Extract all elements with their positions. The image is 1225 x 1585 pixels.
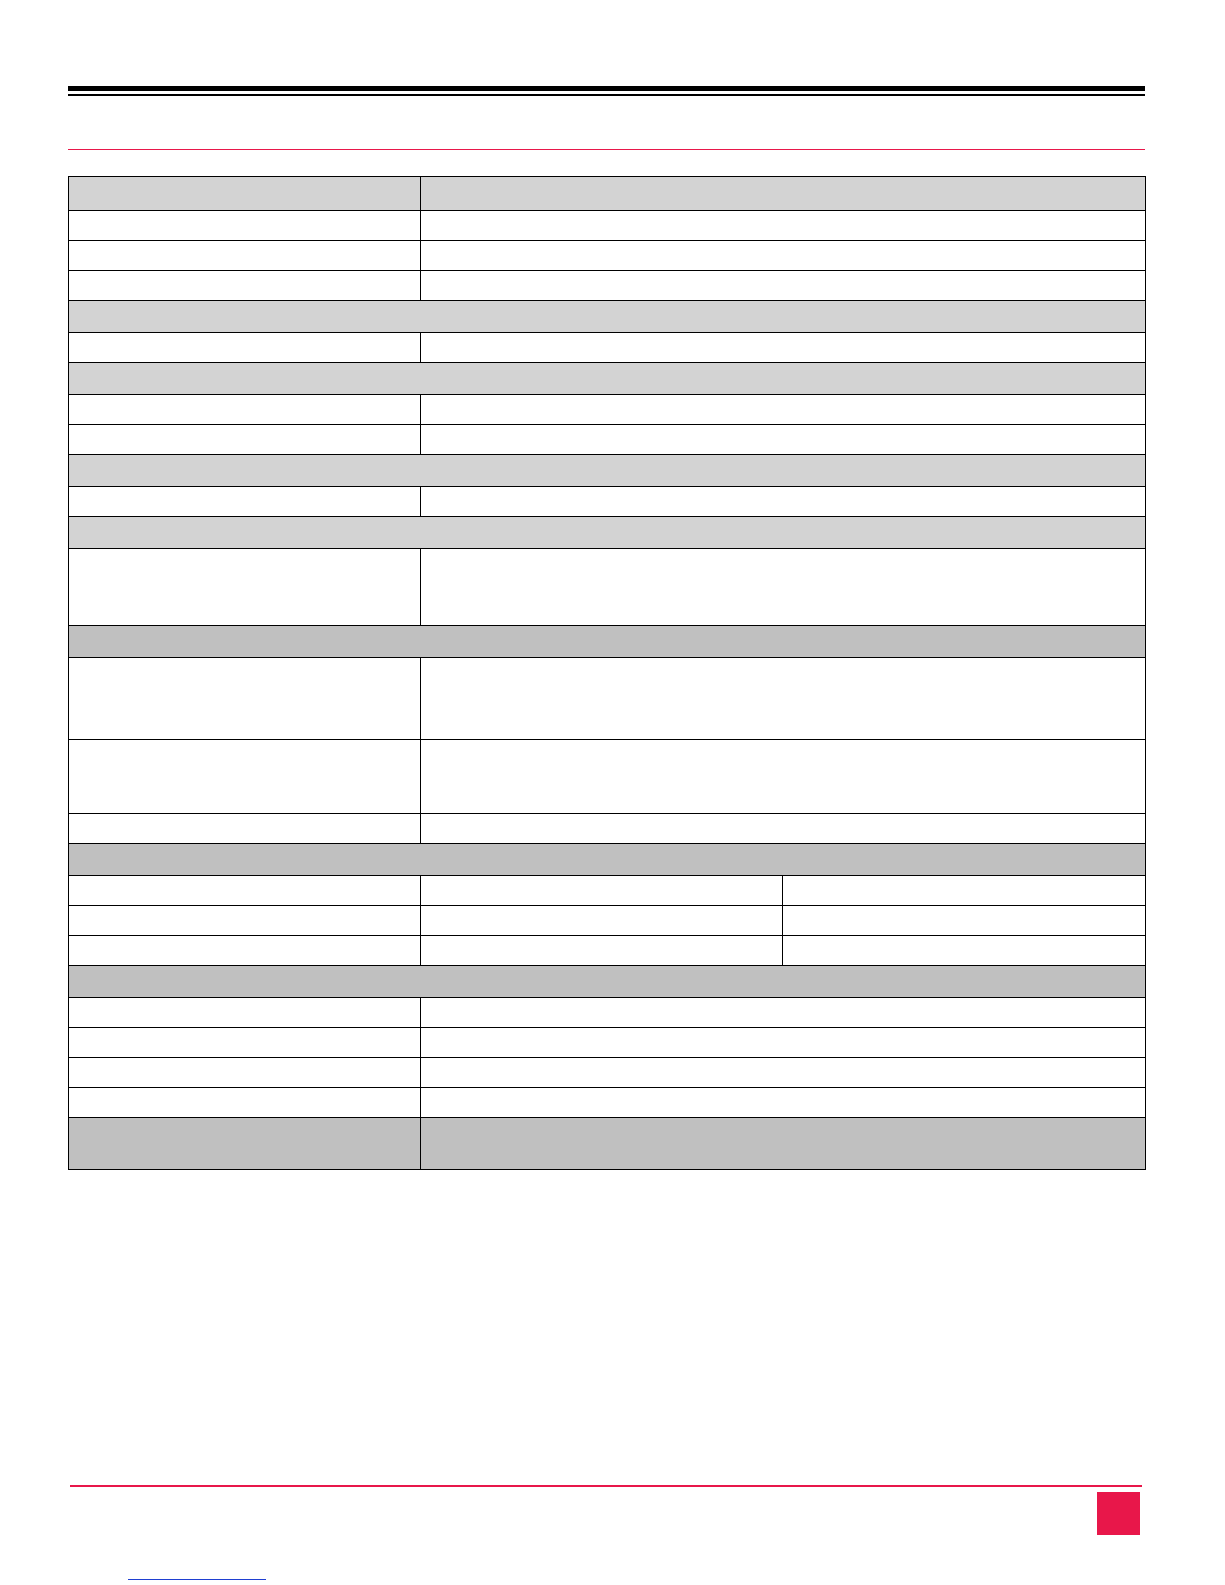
table-row: [69, 658, 1146, 740]
table-section-cell: [69, 301, 1146, 333]
table-cell: [421, 814, 1146, 844]
table-cell: [421, 271, 1146, 301]
table-row: [69, 876, 1146, 906]
table-row: [69, 740, 1146, 814]
table-cell: [421, 1118, 1146, 1170]
table-cell: [69, 271, 421, 301]
header-rule-thin: [68, 94, 1145, 96]
table-row: [69, 487, 1146, 517]
table-cell: [69, 211, 421, 241]
table-cell: [69, 487, 421, 517]
table-cell: [69, 814, 421, 844]
table-cell: [69, 549, 421, 626]
table-section-cell: [69, 455, 1146, 487]
table-row: [69, 1058, 1146, 1088]
table-row: [69, 1088, 1146, 1118]
table-cell: [69, 1028, 421, 1058]
table-cell: [421, 1058, 1146, 1088]
footer-rule: [70, 1485, 1142, 1487]
table-cell: [69, 1088, 421, 1118]
table-cell: [421, 1088, 1146, 1118]
table-cell: [69, 241, 421, 271]
table-cell: [69, 395, 421, 425]
table-cell: [69, 998, 421, 1028]
table-section-row: [69, 966, 1146, 998]
table-cell: [783, 906, 1146, 936]
table-row: [69, 333, 1146, 363]
table-row: [69, 1028, 1146, 1058]
header-rule-thick: [68, 86, 1145, 91]
table-header-cell: [69, 177, 421, 211]
table-cell: [69, 906, 421, 936]
table-cell: [69, 936, 421, 966]
table-row: [69, 998, 1146, 1028]
table-cell: [421, 333, 1146, 363]
table-row: [69, 241, 1146, 271]
table-cell: [421, 906, 783, 936]
table-row: [69, 271, 1146, 301]
section-title-underline: [68, 149, 1145, 150]
table-section-row: [69, 455, 1146, 487]
table-cell: [69, 658, 421, 740]
table-section-row: [69, 363, 1146, 395]
table-row: [69, 906, 1146, 936]
table-cell: [69, 425, 421, 455]
table-cell: [69, 876, 421, 906]
table-cell: [783, 876, 1146, 906]
page-number-badge: [1097, 1492, 1140, 1535]
table-cell: [69, 333, 421, 363]
table-row: [69, 425, 1146, 455]
table-section-cell: [69, 966, 1146, 998]
table-cell: [421, 936, 783, 966]
table-row: [69, 549, 1146, 626]
table-section-cell: [69, 517, 1146, 549]
table-header-row: [69, 177, 1146, 211]
table-row: [69, 211, 1146, 241]
table-section-row: [69, 301, 1146, 333]
table-header-cell: [421, 177, 1146, 211]
table-section-row: [69, 844, 1146, 876]
table-section-row: [69, 626, 1146, 658]
table-cell: [69, 740, 421, 814]
footer-link-underline[interactable]: [128, 1579, 266, 1580]
table-section-cell: [69, 844, 1146, 876]
table-cell: [421, 1028, 1146, 1058]
table-section-cell: [69, 626, 1146, 658]
table-cell: [421, 876, 783, 906]
table-row: [69, 395, 1146, 425]
table-cell: [421, 658, 1146, 740]
table-cell: [783, 936, 1146, 966]
table-cell: [69, 1118, 421, 1170]
table-section-cell: [69, 363, 1146, 395]
table-cell: [421, 740, 1146, 814]
table-footer-row: [69, 1118, 1146, 1170]
table-cell: [421, 549, 1146, 626]
table-cell: [421, 487, 1146, 517]
table-cell: [421, 395, 1146, 425]
table-row: [69, 814, 1146, 844]
table-cell: [421, 425, 1146, 455]
table-row: [69, 936, 1146, 966]
table-section-row: [69, 517, 1146, 549]
table-cell: [421, 211, 1146, 241]
table-cell: [421, 241, 1146, 271]
table-cell: [421, 998, 1146, 1028]
specifications-table: [68, 176, 1146, 1170]
table-cell: [69, 1058, 421, 1088]
